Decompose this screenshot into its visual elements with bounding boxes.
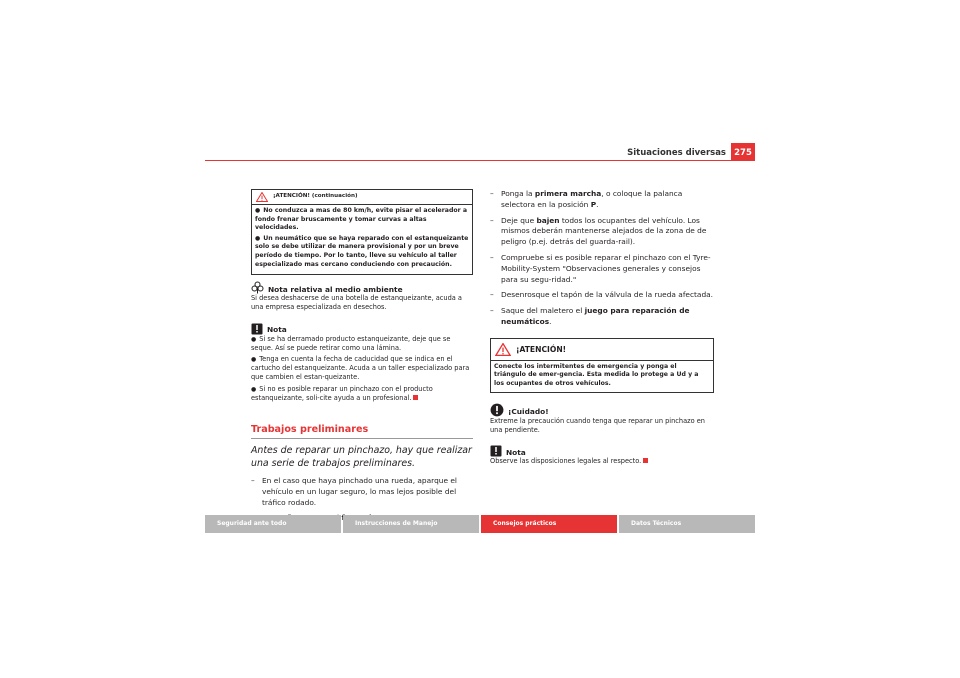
step-text bbox=[501, 189, 714, 211]
step-dash: – bbox=[490, 252, 494, 262]
step-text-part: . bbox=[549, 316, 552, 326]
warning-header bbox=[491, 339, 713, 361]
step-item bbox=[490, 216, 714, 248]
end-of-section-marker bbox=[643, 458, 648, 463]
step-dash: – bbox=[490, 215, 494, 225]
step-text-bold: juego para reparación de neumáticos bbox=[501, 306, 690, 326]
step-text-part: todos los ocupantes del vehículo. Los mismos deberán mantenerse alejados de la zona de de peligro (p.ej. detrás del guarda-rail). bbox=[501, 215, 707, 247]
step-text-part: . bbox=[596, 199, 599, 209]
step-dash: – bbox=[490, 290, 494, 300]
step-text-part: Saque del maletero el bbox=[501, 306, 585, 316]
note-header bbox=[251, 323, 473, 335]
warning-bullet: ● No conduzca a mas de 80 km/h, evite pisar el acelerador a fondo frenar bruscamente y tomar curvas a altas velocidades. bbox=[255, 207, 469, 233]
step-item bbox=[251, 476, 473, 508]
caution-header bbox=[490, 403, 714, 417]
step-text-bold: bajen bbox=[536, 215, 560, 225]
note-title: Nota bbox=[267, 325, 287, 335]
warning-continued-body bbox=[252, 205, 472, 274]
page-header-title: Situaciones diversas bbox=[627, 148, 726, 158]
env-note-title: Nota relativa al medio ambiente bbox=[268, 284, 403, 294]
warning-body: Conecte los intermitentes de emergencia y ponga el triángulo de emer-gencia. Esta medida lo protege a Ud y a los ocupantes de otros vehículos. bbox=[494, 362, 699, 387]
warning-triangle-icon bbox=[256, 192, 268, 202]
step-text-part: Deje que bbox=[501, 215, 537, 225]
step-item bbox=[490, 306, 714, 328]
step-dash: – bbox=[490, 189, 494, 198]
warning-continued-box bbox=[251, 189, 473, 275]
footer-tab-datos[interactable]: Datos Técnicos bbox=[619, 515, 755, 533]
warning-triangle-icon bbox=[495, 343, 511, 356]
left-column bbox=[251, 189, 473, 529]
note-bullet: ● Si se ha derramado producto estanqueizante, deje que se seque. Así se puede retirar como una lámina. bbox=[251, 335, 473, 353]
page-number: 275 bbox=[731, 143, 755, 161]
right-column bbox=[490, 189, 714, 468]
step-text-bold: P bbox=[590, 199, 597, 209]
step-text: Desenrosque el tapón de la válvula de la rueda afectada. bbox=[501, 290, 714, 300]
note-info-icon bbox=[251, 323, 263, 335]
note-header bbox=[490, 445, 714, 457]
note-bullet: ● Tenga en cuenta la fecha de caducidad que se indica en el cartucho del estanqueizante. Acuda a un taller especializado para que cambien el estan-queizante. bbox=[251, 355, 473, 383]
step-item bbox=[490, 253, 714, 285]
env-note-header bbox=[251, 281, 473, 294]
step-text-part: , o coloque la palanca selectora en la posición bbox=[501, 189, 683, 209]
env-note-text: Si desea deshacerse de una botella de estanqueizante, acuda a una empresa especializada en desechos. bbox=[251, 294, 462, 312]
section-intro: Antes de reparar un pinchazo, hay que realizar una serie de trabajos preliminares. bbox=[251, 445, 472, 469]
environment-leaf-icon bbox=[251, 281, 264, 294]
step-text: Compruebe si es posible reparar el pinchazo con el Tyre-Mobility-System "Observaciones generales y consejos para su segu-ridad." bbox=[501, 252, 711, 284]
warning-continued-header bbox=[252, 190, 472, 205]
note-bullet: ● Si no es posible reparar un pinchazo con el producto estanqueizante, soli-cite ayuda a un profesional. bbox=[251, 385, 433, 402]
note-bullet-last bbox=[251, 385, 473, 403]
warning-title: ¡ATENCIÓN! bbox=[516, 344, 567, 354]
caution-title: ¡Cuidado! bbox=[508, 407, 549, 417]
step-text bbox=[501, 306, 714, 328]
step-text-part: Ponga la bbox=[501, 189, 535, 198]
note-text: Observe las disposiciones legales al respecto. bbox=[490, 456, 642, 465]
note-text-line bbox=[490, 457, 714, 466]
header-divider bbox=[205, 160, 755, 161]
caution-text: Extreme la precaución cuando tenga que reparar un pinchazo en una pendiente. bbox=[490, 416, 705, 434]
step-item bbox=[490, 189, 714, 211]
step-item bbox=[490, 290, 714, 301]
end-of-section-marker bbox=[413, 395, 418, 400]
warning-box bbox=[490, 338, 714, 393]
note-title: Nota bbox=[506, 447, 526, 457]
step-text-bold: primera marcha bbox=[534, 189, 602, 198]
step-dash: – bbox=[490, 306, 494, 316]
warning-continued-title: ¡ATENCIÓN! (continuación) bbox=[273, 193, 358, 200]
step-text bbox=[501, 216, 714, 248]
section-title: Trabajos preliminares bbox=[251, 425, 473, 439]
caution-exclamation-icon bbox=[490, 403, 504, 417]
footer-tab-consejos-active[interactable]: Consejos prácticos bbox=[481, 515, 617, 533]
step-text: En el caso que haya pinchado una rueda, aparque el vehículo en un lugar seguro, lo mas lejos posible del tráfico rodado. bbox=[262, 476, 457, 507]
step-dash: – bbox=[251, 476, 255, 485]
note-info-icon bbox=[490, 445, 502, 457]
footer-tab-instrucciones[interactable]: Instrucciones de Manejo bbox=[343, 515, 479, 533]
warning-bullet: ● Un neumático que se haya reparado con el estanqueizante solo se debe utilizar de manera provisional y por un breve período de tiempo. Por lo tanto, lleve su vehículo al taller especializado mas cercano conduciendo con precaución. bbox=[255, 235, 469, 269]
footer-tab-seguridad[interactable]: Seguridad ante todo bbox=[205, 515, 341, 533]
